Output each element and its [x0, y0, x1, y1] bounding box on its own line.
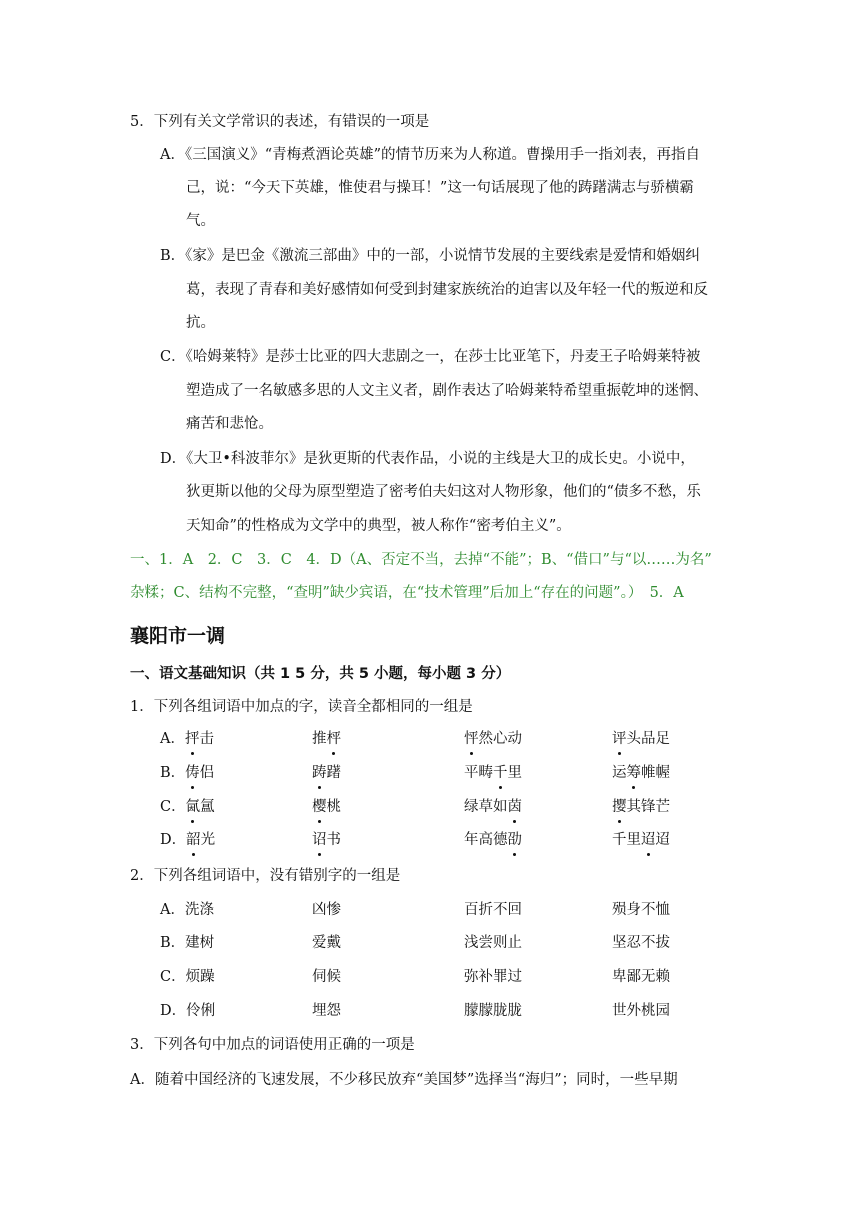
q1-row-b [160, 763, 760, 783]
emphasis-dot-char: 评 [612, 731, 627, 747]
q5-option-a-line3: 气。 [186, 213, 215, 229]
q1-a-word2: 推枰 [312, 731, 341, 747]
q5-option-d-line2: 狄更斯以他的父母为原型塑造了密考伯夫妇这对人物形象，他们的“债多不愁，乐 [186, 484, 701, 500]
answer-key-line1: 一、1．A 2．C 3．C 4．D（A、否定不当，去掉“不能”；B、“借口”与“以……为名” [130, 552, 712, 568]
q2-b-word1: B．建树 [160, 935, 215, 951]
q5-option-b-line2: 葛，表现了青春和美好感情如何受到封建家族统治的迫害以及年轻一代的叛逆和反 [186, 282, 708, 298]
emphasis-dot-char: 樱 [312, 799, 327, 815]
q5-option-d-line1: D．《大卫•科波菲尔》是狄更斯的代表作品，小说的主线是大卫的成长史。小说中， [160, 451, 695, 467]
q1-c-word3: 绿草如茵 [464, 799, 522, 815]
q1-a-word1: A．抨击 [160, 731, 214, 747]
q5-option-b-line1: B．《家》是巴金《激流三部曲》中的一部，小说情节发展的主要线索是爱情和婚姻纠 [160, 248, 700, 264]
emphasis-dot-char: 劭 [507, 832, 522, 848]
q5-option-b-line3: 抗。 [186, 315, 215, 331]
q1-a-word3: 怦然心动 [464, 731, 522, 747]
q1-row-a [160, 729, 760, 749]
q1-a-word4: 评头品足 [612, 731, 670, 747]
q2-c-word4: 卑鄙无赖 [612, 969, 670, 985]
emphasis-dot-char: 俦 [185, 765, 200, 781]
q1-b-word3: 平畴千里 [464, 765, 522, 781]
emphasis-dot-char: 撄 [612, 799, 627, 815]
q2-row-b [160, 933, 760, 953]
q1-d-word3: 年高德劭 [464, 832, 522, 848]
q2-d-word2: 埋怨 [312, 1003, 341, 1019]
q2-d-word3: 朦朦胧胧 [464, 1003, 522, 1019]
q5-stem: 5．下列有关文学常识的表述，有错误的一项是 [130, 114, 430, 130]
emphasis-dot-char: 氤 [185, 799, 201, 815]
q1-c-word2: 樱桃 [312, 799, 341, 815]
q5-option-a-line2: 己，说：“今天下英雄，惟使君与操耳！”这一句话展现了他的踌躇满志与骄横霸 [186, 180, 694, 196]
q2-c-word1: C．烦躁 [160, 969, 215, 985]
emphasis-dot-char: 迢 [641, 832, 656, 848]
q5-option-c-line1: C．《哈姆莱特》是莎士比亚的四大悲剧之一，在莎士比亚笔下，丹麦王子哈姆莱特被 [160, 349, 701, 365]
emphasis-dot-char: 怦 [464, 731, 479, 747]
q2-a-word1: A．洗涤 [160, 902, 214, 918]
q2-row-c [160, 967, 760, 987]
emphasis-dot-char: 踌 [312, 765, 327, 781]
q2-row-a [160, 900, 760, 920]
q2-b-word4: 坚忍不拔 [612, 935, 670, 951]
q2-row-d [160, 1001, 760, 1021]
q2-b-word2: 爱戴 [312, 935, 341, 951]
q1-row-d [160, 830, 760, 850]
q1-stem: 1．下列各组词语中加点的字，读音全都相同的一组是 [130, 699, 473, 715]
q5-option-c-line3: 痛苦和悲怆。 [186, 416, 273, 432]
emphasis-dot-char: 千 [493, 765, 508, 781]
q5-option-d-line3: 天知命”的性格成为文学中的典型，被人称作“密考伯主义”。 [186, 518, 571, 534]
q2-d-word1: D．伶俐 [160, 1003, 216, 1019]
q1-d-word2: 诏书 [312, 832, 341, 848]
emphasis-dot-char: 抨 [184, 731, 200, 747]
q2-a-word3: 百折不回 [464, 902, 522, 918]
q1-d-word1: D．韶光 [160, 832, 216, 848]
q3-option-a-line1: A．随着中国经济的飞速发展，不少移民放弃“美国梦”选择当“海归”；同时，一些早期 [130, 1072, 678, 1088]
q1-b-word4: 运筹帷幄 [612, 765, 670, 781]
q3-stem: 3．下列各句中加点的词语使用正确的一项是 [130, 1037, 415, 1053]
q2-d-word4: 世外桃园 [612, 1003, 670, 1019]
q2-stem: 2．下列各组词语中，没有错别字的一组是 [130, 868, 401, 884]
emphasis-dot-char: 枰 [326, 731, 341, 747]
section-title: 襄阳市一调 [130, 625, 226, 647]
q1-b-word1: B．俦侣 [160, 765, 215, 781]
q1-c-word4: 撄其锋芒 [612, 799, 670, 815]
q5-option-c-line2: 塑造成了一名敏感多思的人文主义者，剧作表达了哈姆莱特希望重振乾坤的迷惘、 [186, 383, 708, 399]
part-heading: 一、语文基础知识（共 1 5 分，共 5 小题，每小题 3 分） [130, 666, 511, 682]
emphasis-dot-char: 诏 [312, 832, 327, 848]
q2-a-word4: 殒身不恤 [612, 902, 670, 918]
q5-option-a-line1: A．《三国演义》“青梅煮酒论英雄”的情节历来为人称道。曹操用手一指刘表，再指自 [160, 147, 701, 163]
q1-d-word4: 千里迢迢 [612, 832, 670, 848]
q2-b-word3: 浅尝则止 [464, 935, 522, 951]
q2-c-word2: 伺候 [312, 969, 341, 985]
q1-c-word1: C．氤氲 [160, 799, 215, 815]
q2-a-word2: 凶惨 [312, 902, 341, 918]
q1-b-word2: 踌躇 [312, 765, 341, 781]
emphasis-dot-char: 筹 [626, 765, 641, 781]
q2-c-word3: 弥补罪过 [464, 969, 522, 985]
q1-row-c [160, 797, 760, 817]
answer-key-line2: 杂糅；C、结构不完整，“查明”缺少宾语，在“技术管理”后加上“存在的问题”。） 5．A [130, 585, 684, 601]
emphasis-dot-char: 韶 [186, 832, 201, 848]
emphasis-dot-char: 茵 [507, 799, 522, 815]
